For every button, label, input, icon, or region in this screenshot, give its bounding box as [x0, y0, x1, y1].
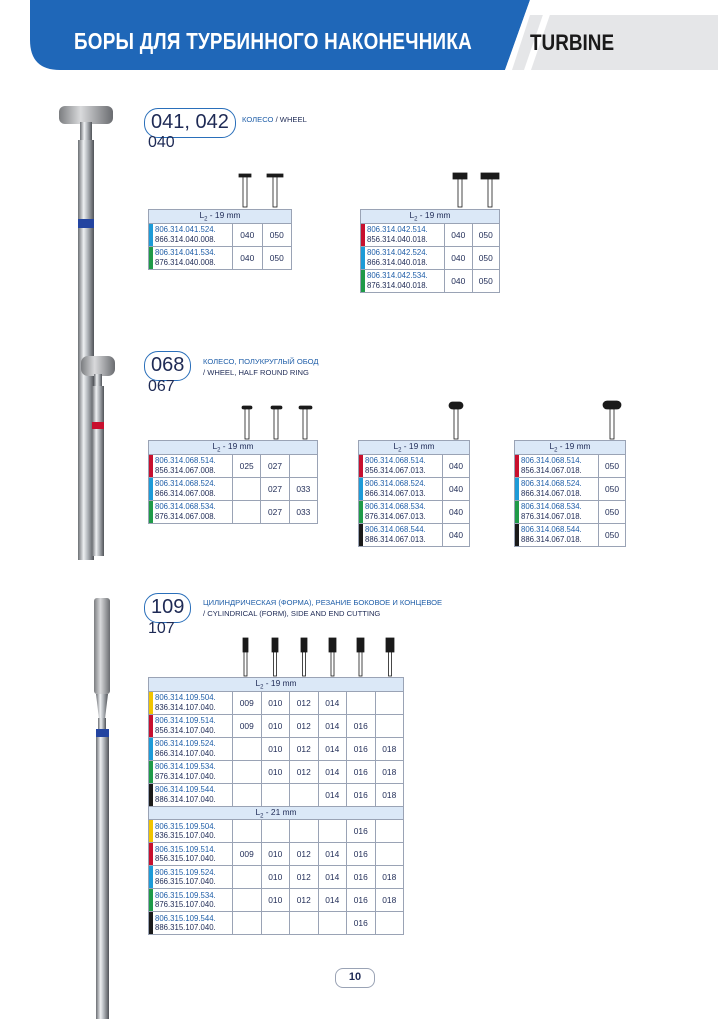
table-row: 806.315.109.534. 876.315.107.040. 010 012 014 016 018 [149, 889, 404, 912]
bur-sizes-diagram [444, 400, 474, 442]
page-number: 10 [335, 968, 375, 988]
section-subcode-107: 107 [148, 620, 175, 637]
bur-half-round-wheel-image [78, 350, 118, 560]
bur-sizes-diagram [600, 400, 630, 442]
bur-sizes-diagram [236, 635, 406, 680]
section-subcode-040: 040 [148, 134, 175, 151]
table-row: 806.314.042.514. 856.314.040.018. 040 050 [361, 223, 500, 246]
table-row: 806.314.068.524. 866.314.067.008. 027 033 [149, 477, 318, 500]
table-row: 806.314.109.504. 836.314.107.040. 009 010 012 014 [149, 691, 404, 714]
table-row: 806.314.068.544. 886.314.067.018. 050 [515, 523, 626, 546]
section-description: КОЛЕСО, ПОЛУКРУГЛЫЙ ОБОД / WHEEL, HALF ROUND RING [203, 357, 319, 377]
section-subcode-067: 067 [148, 378, 175, 395]
page-title: БОРЫ ДЛЯ ТУРБИННОГО НАКОНЕЧНИКА [74, 28, 472, 54]
table-header: $L_2 - 19$ mm [515, 441, 626, 455]
section-code-109: 109 [144, 593, 191, 623]
section-description: КОЛЕСО / WHEEL [242, 115, 307, 124]
table-header: $L_2 - 19$ mm [361, 210, 500, 224]
table-row: 806.314.068.534. 876.314.067.013. 040 [359, 500, 470, 523]
table-header: $L_2 - 19$ mm [149, 210, 292, 224]
spec-table [358, 440, 470, 547]
table-row: 806.314.068.514. 856.314.067.018. 050 [515, 454, 626, 477]
section-code-041-042: 041, 042 [144, 108, 236, 138]
table-row: 806.314.042.534. 876.314.040.018. 040 050 [361, 269, 500, 292]
table-header: $L_2 - 19$ mm [149, 441, 318, 455]
table-row: 806.314.109.524. 866.314.107.040. 010 012 014 016 018 [149, 737, 404, 760]
table-row: 806.314.109.544. 886.314.107.040. 014 016 018 [149, 783, 404, 806]
table-header: $L_2 - 19$ mm [359, 441, 470, 455]
bur-sizes-diagram [230, 170, 290, 212]
table-row: 806.314.068.524. 866.314.067.013. 040 [359, 477, 470, 500]
table-row: 806.315.109.514. 856.315.107.040. 009 010 012 014 016 [149, 843, 404, 866]
spec-table [360, 209, 500, 293]
table-row: 806.314.042.524. 866.314.040.018. 040 050 [361, 246, 500, 269]
table-row: 806.314.068.524. 866.314.067.018. 050 [515, 477, 626, 500]
spec-table [148, 440, 318, 524]
table-row: 806.315.109.544. 886.315.107.040. 016 [149, 912, 404, 935]
spec-table [148, 209, 292, 270]
table-row: 806.314.109.534. 876.314.107.040. 010 012 014 016 018 [149, 760, 404, 783]
bur-cylinder-image [84, 594, 124, 1024]
bur-sizes-diagram [236, 400, 326, 442]
header-banner [0, 0, 718, 92]
section-code-068: 068 [144, 351, 191, 381]
spec-table [148, 677, 404, 935]
table-row: 806.314.041.534. 876.314.040.008. 040 050 [149, 246, 292, 269]
table-row: 806.314.041.524. 866.314.040.008. 040 050 [149, 223, 292, 246]
spec-table [514, 440, 626, 547]
table-row: 806.315.109.504. 836.315.107.040. 016 [149, 820, 404, 843]
table-row: 806.315.109.524. 866.315.107.040. 010 012 014 016 018 [149, 866, 404, 889]
bur-sizes-diagram [445, 170, 505, 212]
table-row: 806.314.068.544. 886.314.067.013. 040 [359, 523, 470, 546]
table-row: 806.314.109.514. 856.314.107.040. 009 010 012 014 016 [149, 714, 404, 737]
table-row: 806.314.068.514. 856.314.067.008. 025 027 [149, 454, 318, 477]
table-header: $L_2 - 21$ mm [149, 806, 404, 820]
table-row: 806.314.068.534. 876.314.067.008. 027 033 [149, 500, 318, 523]
table-row: 806.314.068.514. 856.314.067.013. 040 [359, 454, 470, 477]
section-description: ЦИЛИНДРИЧЕСКАЯ (ФОРМА), РЕЗАНИЕ БОКОВОЕ И КОНЦЕВОЕ / CYLINDRICAL (FORM), SIDE AND END CUTTING [203, 598, 443, 618]
table-row: 806.314.068.534. 876.314.067.018. 050 [515, 500, 626, 523]
category-tag: TURBINE [530, 30, 615, 55]
table-header: $L_2 - 19$ mm [149, 678, 404, 692]
